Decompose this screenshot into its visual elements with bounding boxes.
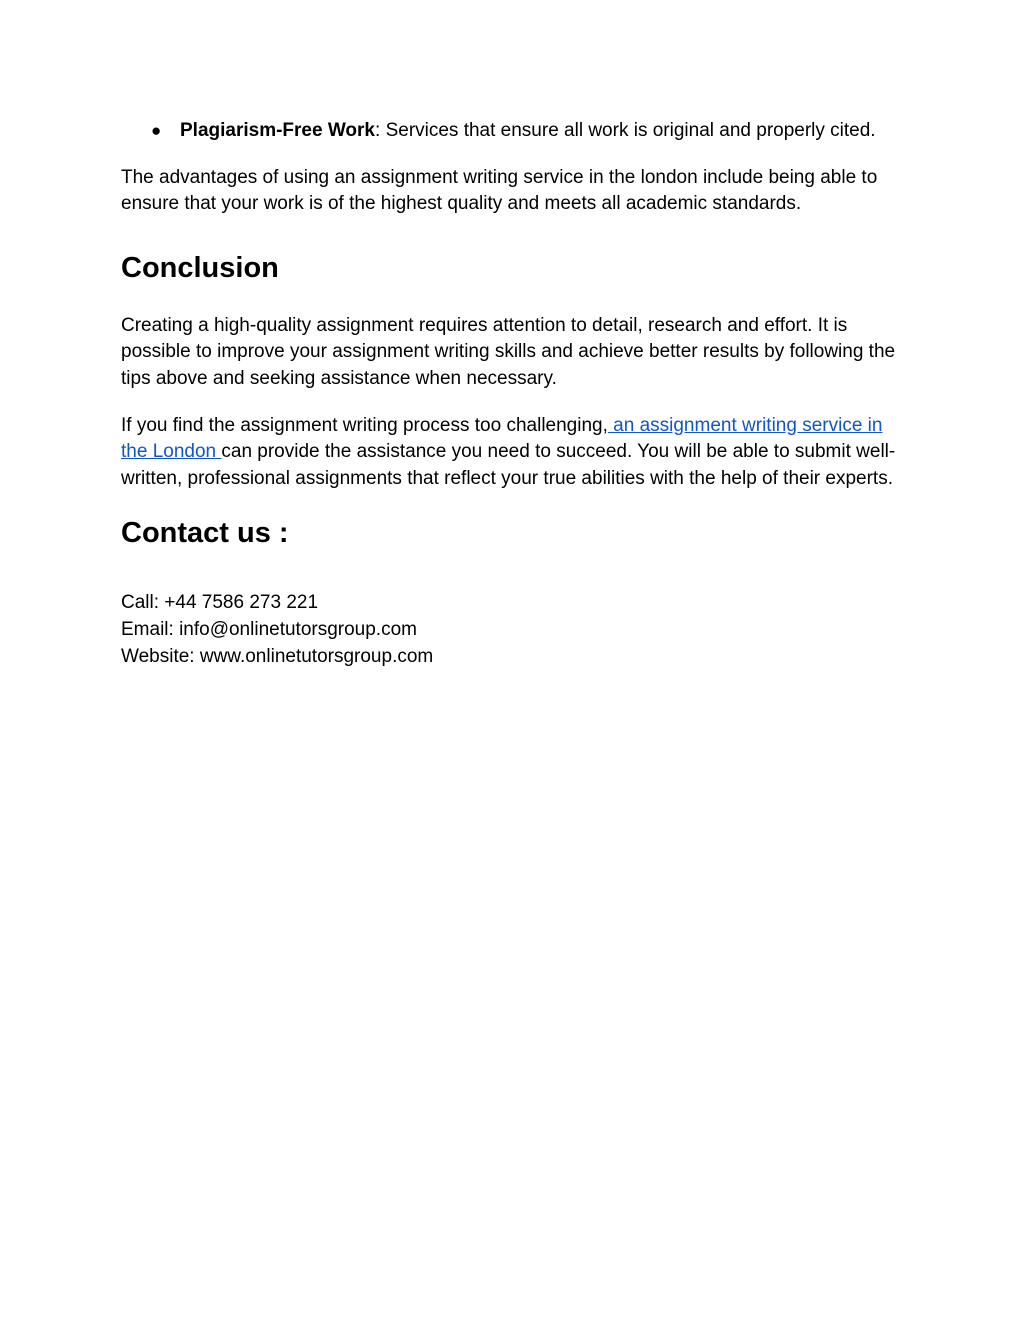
bullet-dot-icon: ● [151, 121, 162, 140]
conclusion-paragraph: Creating a high-quality assignment requires attention to detail, research and effort. It is possible to improve your assignment writing skills and achieve better results by following the tips above and seeking assistance when necessary. [121, 314, 896, 389]
assistance-text-before: If you find the assignment writing process too challenging, [121, 414, 608, 436]
bullet-text: : Services that ensure all work is original and properly cited. [375, 120, 876, 141]
bullet-list [121, 118, 911, 145]
assistance-paragraph [121, 413, 911, 493]
document-content [121, 118, 911, 670]
contact-block [121, 590, 911, 670]
assignment-service-link[interactable]: an assignment writing service in the London [121, 414, 883, 463]
contact-call: Call: +44 7586 273 221 [121, 592, 319, 614]
contact-email: Email: info@onlinetutorsgroup.com [121, 618, 417, 640]
conclusion-heading: Conclusion [121, 251, 279, 284]
advantages-paragraph: The advantages of using an assignment writing service in the london include being able to ensure that your work is of the highest quality and meets all academic standards. [121, 166, 878, 215]
bullet-term: Plagiarism-Free Work [180, 120, 376, 141]
bullet-item-plagiarism [121, 118, 911, 145]
contact-heading: Contact us : [121, 517, 289, 550]
assistance-text-after: can provide the assistance you need to succeed. You will be able to submit well-written, professional assignments that reflect your true abilities with the help of their experts. [121, 441, 896, 489]
contact-website: Website: www.onlinetutorsgroup.com [121, 645, 434, 667]
